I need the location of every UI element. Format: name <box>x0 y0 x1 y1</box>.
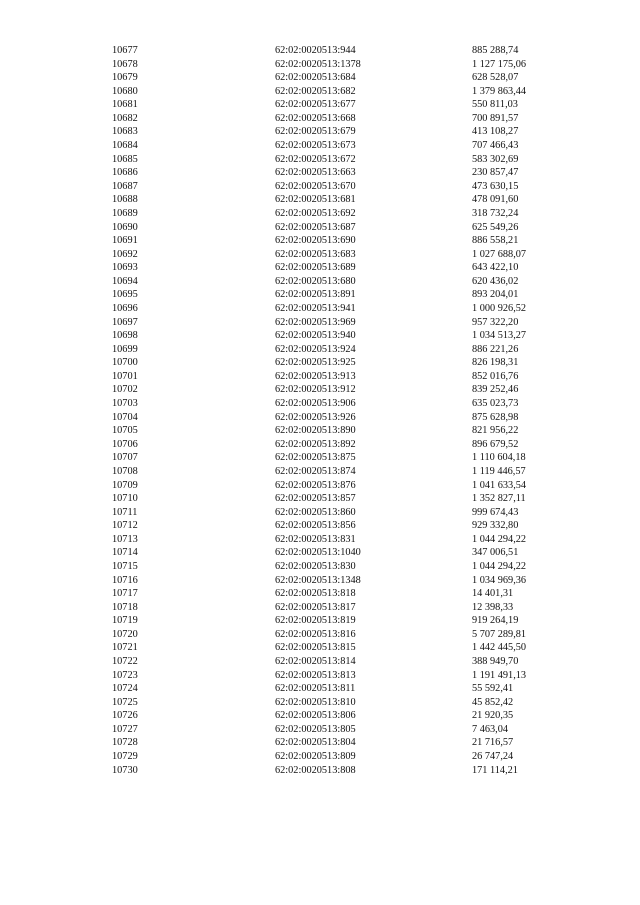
cadastral-number: 62:02:0020513:813 <box>275 669 356 681</box>
row-number: 10687 <box>112 180 138 192</box>
cadastral-number: 62:02:0020513:680 <box>275 275 356 287</box>
row-number: 10708 <box>112 465 138 477</box>
table-row <box>0 764 640 778</box>
cadastral-value: 852 016,76 <box>472 370 519 382</box>
row-number: 10730 <box>112 764 138 776</box>
cadastral-number: 62:02:0020513:692 <box>275 207 356 219</box>
cadastral-number: 62:02:0020513:670 <box>275 180 356 192</box>
cadastral-number: 62:02:0020513:924 <box>275 343 356 355</box>
cadastral-number: 62:02:0020513:682 <box>275 85 356 97</box>
cadastral-number: 62:02:0020513:857 <box>275 493 356 505</box>
cadastral-number: 62:02:0020513:804 <box>275 737 356 749</box>
cadastral-value: 478 091,60 <box>472 194 519 206</box>
cadastral-number: 62:02:0020513:689 <box>275 262 356 274</box>
row-number: 10700 <box>112 357 138 369</box>
row-number: 10690 <box>112 221 138 233</box>
table-row <box>0 723 640 737</box>
cadastral-number: 62:02:0020513:816 <box>275 628 356 640</box>
row-number: 10722 <box>112 656 138 668</box>
row-number: 10697 <box>112 316 138 328</box>
cadastral-value: 21 716,57 <box>472 737 514 749</box>
cadastral-value: 1 044 294,22 <box>472 533 527 545</box>
row-number: 10711 <box>112 506 138 518</box>
cadastral-value: 7 463,04 <box>472 723 509 735</box>
cadastral-value: 550 811,03 <box>472 99 518 111</box>
table-row <box>0 112 640 126</box>
row-number: 10704 <box>112 411 138 423</box>
cadastral-number: 62:02:0020513:808 <box>275 764 356 776</box>
table-row <box>0 125 640 139</box>
row-number: 10685 <box>112 153 138 165</box>
table-row <box>0 85 640 99</box>
cadastral-number: 62:02:0020513:817 <box>275 601 356 613</box>
table-row <box>0 682 640 696</box>
cadastral-number: 62:02:0020513:830 <box>275 560 356 572</box>
table-row <box>0 587 640 601</box>
cadastral-value: 885 288,74 <box>472 45 519 56</box>
table-row <box>0 221 640 235</box>
table-row <box>0 655 640 669</box>
cadastral-value: 26 747,24 <box>472 751 514 763</box>
table-row <box>0 329 640 343</box>
table-row <box>0 465 640 479</box>
table-row <box>0 641 640 655</box>
cadastral-number: 62:02:0020513:926 <box>275 411 356 423</box>
cadastral-value-table <box>0 44 640 777</box>
cadastral-number: 62:02:0020513:913 <box>275 370 356 382</box>
row-number: 10719 <box>112 615 138 627</box>
row-number: 10695 <box>112 289 138 301</box>
cadastral-value: 1 034 969,36 <box>472 574 527 586</box>
row-number: 10723 <box>112 669 138 681</box>
table-row <box>0 492 640 506</box>
row-number: 10725 <box>112 696 138 708</box>
table-row <box>0 343 640 357</box>
cadastral-value: 5 707 289,81 <box>472 628 527 640</box>
row-number: 10689 <box>112 207 138 219</box>
cadastral-value: 999 674,43 <box>472 506 519 518</box>
cadastral-value: 1 352 827,11 <box>472 493 526 505</box>
cadastral-value: 55 592,41 <box>472 683 514 695</box>
cadastral-number: 62:02:0020513:690 <box>275 235 356 247</box>
row-number: 10698 <box>112 330 138 342</box>
table-row <box>0 234 640 248</box>
cadastral-number: 62:02:0020513:673 <box>275 140 356 152</box>
cadastral-number: 62:02:0020513:663 <box>275 167 356 179</box>
cadastral-value: 388 949,70 <box>472 656 519 668</box>
cadastral-number: 62:02:0020513:668 <box>275 112 356 124</box>
cadastral-number: 62:02:0020513:969 <box>275 316 356 328</box>
row-number: 10696 <box>112 302 138 314</box>
cadastral-value: 1 119 446,57 <box>472 465 526 477</box>
cadastral-value: 1 442 445,50 <box>472 642 527 654</box>
table-row <box>0 207 640 221</box>
row-number: 10703 <box>112 398 138 410</box>
cadastral-value: 635 023,73 <box>472 398 519 410</box>
cadastral-number: 62:02:0020513:683 <box>275 248 356 260</box>
cadastral-value: 1 000 926,52 <box>472 302 527 314</box>
cadastral-value: 893 204,01 <box>472 289 519 301</box>
cadastral-value: 1 041 633,54 <box>472 479 527 491</box>
cadastral-value: 625 549,26 <box>472 221 519 233</box>
cadastral-number: 62:02:0020513:906 <box>275 398 356 410</box>
cadastral-value: 1 110 604,18 <box>472 452 526 464</box>
cadastral-number: 62:02:0020513:892 <box>275 438 356 450</box>
row-number: 10682 <box>112 112 138 124</box>
cadastral-number: 62:02:0020513:875 <box>275 452 356 464</box>
table-row <box>0 316 640 330</box>
table-row <box>0 383 640 397</box>
row-number: 10729 <box>112 751 138 763</box>
cadastral-value: 628 528,07 <box>472 72 519 84</box>
row-number: 10714 <box>112 547 138 559</box>
table-row <box>0 614 640 628</box>
cadastral-number: 62:02:0020513:809 <box>275 751 356 763</box>
row-number: 10712 <box>112 520 138 532</box>
table-row <box>0 546 640 560</box>
cadastral-number: 62:02:0020513:672 <box>275 153 356 165</box>
cadastral-value: 929 332,80 <box>472 520 519 532</box>
table-row <box>0 560 640 574</box>
table-row <box>0 370 640 384</box>
cadastral-number: 62:02:0020513:912 <box>275 384 356 396</box>
cadastral-value: 347 006,51 <box>472 547 519 559</box>
row-number: 10724 <box>112 683 138 695</box>
cadastral-value: 957 322,20 <box>472 316 519 328</box>
row-number: 10699 <box>112 343 138 355</box>
cadastral-number: 62:02:0020513:811 <box>275 683 356 695</box>
table-row <box>0 193 640 207</box>
table-row <box>0 139 640 153</box>
table-row <box>0 506 640 520</box>
row-number: 10707 <box>112 452 138 464</box>
row-number: 10710 <box>112 493 138 505</box>
cadastral-value: 1 127 175,06 <box>472 58 527 70</box>
row-number: 10718 <box>112 601 138 613</box>
row-number: 10681 <box>112 99 138 111</box>
table-row <box>0 302 640 316</box>
table-row <box>0 166 640 180</box>
row-number: 10721 <box>112 642 138 654</box>
row-number: 10679 <box>112 72 138 84</box>
cadastral-value: 886 558,21 <box>472 235 519 247</box>
table-row <box>0 356 640 370</box>
row-number: 10694 <box>112 275 138 287</box>
row-number: 10701 <box>112 370 138 382</box>
table-row <box>0 424 640 438</box>
cadastral-value: 886 221,26 <box>472 343 519 355</box>
cadastral-number: 62:02:0020513:684 <box>275 72 356 84</box>
row-number: 10692 <box>112 248 138 260</box>
table-row <box>0 519 640 533</box>
cadastral-value: 1 379 863,44 <box>472 85 527 97</box>
cadastral-number: 62:02:0020513:944 <box>275 45 356 56</box>
cadastral-value: 14 401,31 <box>472 588 514 600</box>
cadastral-value: 875 628,98 <box>472 411 519 423</box>
row-number: 10728 <box>112 737 138 749</box>
cadastral-number: 62:02:0020513:815 <box>275 642 356 654</box>
row-number: 10720 <box>112 628 138 640</box>
row-number: 10677 <box>112 45 138 56</box>
cadastral-value: 413 108,27 <box>472 126 519 138</box>
table-row <box>0 44 640 58</box>
table-row <box>0 275 640 289</box>
cadastral-number: 62:02:0020513:831 <box>275 533 356 545</box>
cadastral-value: 896 679,52 <box>472 438 519 450</box>
row-number: 10715 <box>112 560 138 572</box>
cadastral-number: 62:02:0020513:874 <box>275 465 356 477</box>
table-row <box>0 71 640 85</box>
row-number: 10678 <box>112 58 138 70</box>
row-number: 10693 <box>112 262 138 274</box>
cadastral-value: 919 264,19 <box>472 615 519 627</box>
cadastral-number: 62:02:0020513:818 <box>275 588 356 600</box>
row-number: 10688 <box>112 194 138 206</box>
row-number: 10684 <box>112 140 138 152</box>
cadastral-value: 839 252,46 <box>472 384 519 396</box>
row-number: 10717 <box>112 588 138 600</box>
table-row <box>0 98 640 112</box>
table-row <box>0 153 640 167</box>
table-row <box>0 709 640 723</box>
table-row <box>0 574 640 588</box>
cadastral-number: 62:02:0020513:925 <box>275 357 356 369</box>
table-row <box>0 438 640 452</box>
cadastral-number: 62:02:0020513:876 <box>275 479 356 491</box>
table-row <box>0 397 640 411</box>
cadastral-number: 62:02:0020513:806 <box>275 710 356 722</box>
cadastral-number: 62:02:0020513:805 <box>275 723 356 735</box>
row-number: 10686 <box>112 167 138 179</box>
cadastral-value: 473 630,15 <box>472 180 519 192</box>
cadastral-number: 62:02:0020513:1040 <box>275 547 361 559</box>
table-row <box>0 533 640 547</box>
cadastral-number: 62:02:0020513:856 <box>275 520 356 532</box>
cadastral-value: 643 422,10 <box>472 262 519 274</box>
row-number: 10709 <box>112 479 138 491</box>
cadastral-number: 62:02:0020513:814 <box>275 656 356 668</box>
cadastral-number: 62:02:0020513:810 <box>275 696 356 708</box>
row-number: 10683 <box>112 126 138 138</box>
cadastral-number: 62:02:0020513:687 <box>275 221 356 233</box>
cadastral-number: 62:02:0020513:1378 <box>275 58 361 70</box>
table-row <box>0 669 640 683</box>
cadastral-value: 826 198,31 <box>472 357 519 369</box>
cadastral-value: 230 857,47 <box>472 167 519 179</box>
cadastral-value: 1 044 294,22 <box>472 560 527 572</box>
cadastral-value: 707 466,43 <box>472 140 519 152</box>
cadastral-number: 62:02:0020513:860 <box>275 506 356 518</box>
table-row <box>0 180 640 194</box>
cadastral-number: 62:02:0020513:891 <box>275 289 356 301</box>
cadastral-value: 12 398,33 <box>472 601 514 613</box>
cadastral-value: 45 852,42 <box>472 696 514 708</box>
table-row <box>0 288 640 302</box>
cadastral-number: 62:02:0020513:1348 <box>275 574 361 586</box>
cadastral-value: 171 114,21 <box>472 764 518 776</box>
row-number: 10727 <box>112 723 138 735</box>
table-row <box>0 750 640 764</box>
cadastral-number: 62:02:0020513:890 <box>275 425 356 437</box>
cadastral-number: 62:02:0020513:940 <box>275 330 356 342</box>
cadastral-value: 821 956,22 <box>472 425 519 437</box>
row-number: 10726 <box>112 710 138 722</box>
cadastral-value: 700 891,57 <box>472 112 519 124</box>
cadastral-value: 1 027 688,07 <box>472 248 527 260</box>
cadastral-value: 583 302,69 <box>472 153 519 165</box>
cadastral-number: 62:02:0020513:677 <box>275 99 356 111</box>
cadastral-value: 318 732,24 <box>472 207 519 219</box>
cadastral-value: 1 191 491,13 <box>472 669 527 681</box>
row-number: 10691 <box>112 235 138 247</box>
table-row <box>0 601 640 615</box>
cadastral-number: 62:02:0020513:679 <box>275 126 356 138</box>
table-row <box>0 736 640 750</box>
row-number: 10713 <box>112 533 138 545</box>
table-row <box>0 696 640 710</box>
row-number: 10680 <box>112 85 138 97</box>
cadastral-value: 620 436,02 <box>472 275 519 287</box>
cadastral-value: 21 920,35 <box>472 710 514 722</box>
row-number: 10705 <box>112 425 138 437</box>
table-row <box>0 479 640 493</box>
cadastral-number: 62:02:0020513:819 <box>275 615 356 627</box>
table-row <box>0 261 640 275</box>
table-row <box>0 628 640 642</box>
row-number: 10706 <box>112 438 138 450</box>
table-row <box>0 58 640 72</box>
cadastral-number: 62:02:0020513:681 <box>275 194 356 206</box>
table-row <box>0 248 640 262</box>
table-row <box>0 411 640 425</box>
row-number: 10702 <box>112 384 138 396</box>
row-number: 10716 <box>112 574 138 586</box>
cadastral-number: 62:02:0020513:941 <box>275 302 356 314</box>
table-row <box>0 451 640 465</box>
cadastral-value: 1 034 513,27 <box>472 330 527 342</box>
